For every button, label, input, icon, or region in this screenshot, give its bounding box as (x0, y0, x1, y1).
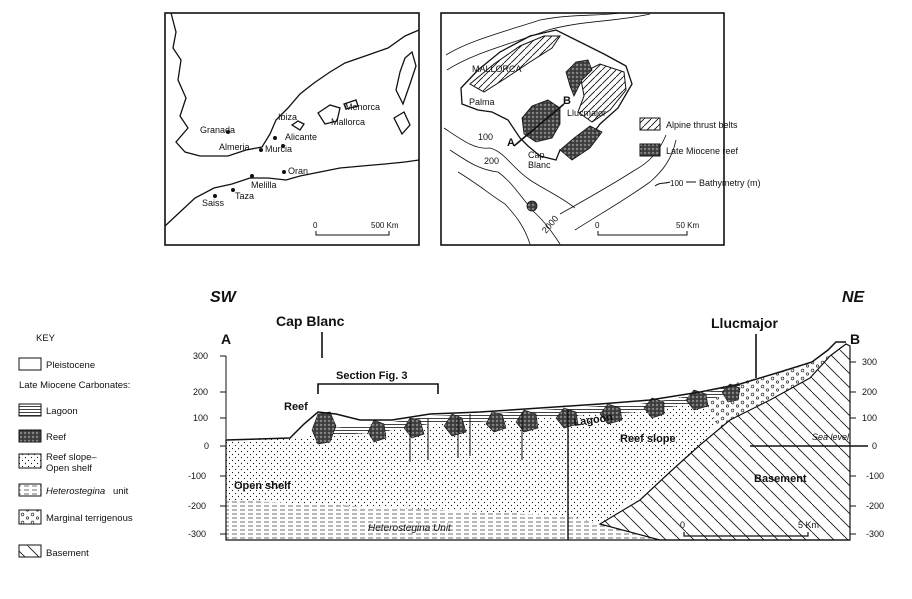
key-swatch-marginal (19, 510, 41, 524)
direction-ne: NE (842, 289, 865, 306)
legend-label-reef: Late Miocene reef (666, 146, 739, 156)
right-tick-m300: -300 (866, 529, 885, 539)
label-llucmajor-map: Llucmajor (567, 108, 607, 118)
key-label-basement: Basement (46, 548, 89, 559)
section-fig3-bracket (318, 384, 438, 394)
label-saiss: Saiss (202, 198, 225, 208)
label-b-map: B (563, 95, 571, 107)
alicante-dot (273, 136, 277, 140)
key-legend (19, 333, 133, 559)
key-label-unit: unit (113, 486, 129, 497)
key-label-open-shelf: Open shelf (46, 463, 92, 474)
label-cap-blanc: Cap Blanc (276, 313, 345, 329)
bathy-label-2000: 2000 (539, 213, 561, 236)
label-reef: Reef (284, 401, 308, 413)
direction-sw: SW (210, 289, 236, 306)
key-swatch-lagoon (19, 404, 41, 416)
label-melilla: Melilla (251, 180, 277, 190)
map2-scale-zero: 0 (595, 221, 600, 230)
label-alicante: Alicante (285, 132, 318, 142)
oran-dot (282, 170, 286, 174)
map-mallorca-detail (441, 13, 761, 245)
label-cap: Cap (528, 150, 545, 160)
legend-label-alpine: Alpine thrust belts (666, 120, 738, 130)
left-tick-m200: -200 (188, 501, 207, 511)
legend-swatch-alpine (640, 118, 660, 130)
left-tick-200: 200 (193, 387, 209, 397)
section-point-b: B (850, 331, 861, 347)
key-swatch-pleistocene (19, 358, 41, 370)
label-oran: Oran (288, 166, 309, 176)
right-tick-300: 300 (862, 357, 878, 367)
left-tick-m300: -300 (188, 529, 207, 539)
key-label-reef: Reef (46, 432, 67, 443)
legend-bathy-value: 100 (670, 179, 684, 188)
label-sea-level: Sea level (812, 432, 850, 442)
key-swatch-heterostegina (19, 484, 41, 496)
map1-scale-label: 500 Km (371, 221, 399, 230)
key-swatch-reef (19, 430, 41, 442)
key-swatch-basement (19, 545, 41, 557)
label-murcia: Murcia (265, 144, 293, 154)
key-label-marginal: Marginal terrigenous (46, 513, 133, 524)
left-tick-0: 0 (204, 441, 210, 451)
section-scale-zero: 0 (680, 520, 686, 530)
right-tick-100: 100 (862, 413, 878, 423)
section-scale-label: 5 Km (798, 520, 820, 530)
map2-scale-label: 50 Km (676, 221, 700, 230)
reef-islet (527, 201, 537, 211)
legend-label-bathy: Bathymetry (m) (699, 178, 761, 188)
key-label-heterostegina: Heterostegina (46, 486, 106, 497)
left-tick-300: 300 (193, 351, 209, 361)
left-axis (188, 351, 226, 540)
right-tick-0: 0 (872, 441, 878, 451)
label-section-fig3: Section Fig. 3 (336, 370, 408, 382)
label-menorca: Menorca (345, 102, 381, 112)
key-label-late-miocene: Late Miocene Carbonates: (19, 380, 131, 391)
left-tick-m100: -100 (188, 471, 207, 481)
map1-scale-zero: 0 (313, 221, 318, 230)
key-label-pleistocene: Pleistocene (46, 360, 96, 371)
cross-section (188, 289, 884, 540)
key-label-reef-slope: Reef slope– (46, 452, 97, 463)
right-tick-m100: -100 (866, 471, 885, 481)
label-llucmajor: Llucmajor (711, 315, 778, 331)
label-mallorca: Mallorca (331, 117, 366, 127)
right-tick-m200: -200 (866, 501, 885, 511)
label-granada: Granada (200, 125, 236, 135)
bathy-label-200: 200 (484, 156, 500, 166)
label-a-map: A (507, 137, 515, 149)
key-title: KEY (36, 333, 56, 344)
label-basement: Basement (754, 473, 807, 485)
almeria-dot (259, 148, 263, 152)
section-point-a: A (221, 331, 232, 347)
key-swatch-reef-slope (19, 454, 41, 468)
right-axis (850, 356, 884, 540)
label-ibiza: Ibiza (278, 112, 298, 122)
right-tick-200: 200 (862, 387, 878, 397)
label-taza: Taza (235, 191, 255, 201)
label-palma: Palma (469, 97, 495, 107)
label-blanc: Blanc (528, 160, 551, 170)
bathy-label-100: 100 (478, 132, 494, 142)
map-western-mediterranean (165, 13, 419, 245)
label-mallorca-caps: MALLORCA (472, 64, 522, 74)
label-reef-slope: Reef slope (620, 433, 676, 445)
label-lagoon: Lagoon (572, 411, 614, 429)
label-heterostegina-unit: Heterostegina Unit (368, 523, 451, 534)
left-tick-100: 100 (193, 413, 209, 423)
melilla-dot (250, 174, 254, 178)
legend-swatch-reef (640, 144, 660, 156)
label-almeria: Almeria (219, 142, 250, 152)
key-label-lagoon: Lagoon (46, 406, 78, 417)
label-open-shelf: Open shelf (234, 480, 291, 492)
